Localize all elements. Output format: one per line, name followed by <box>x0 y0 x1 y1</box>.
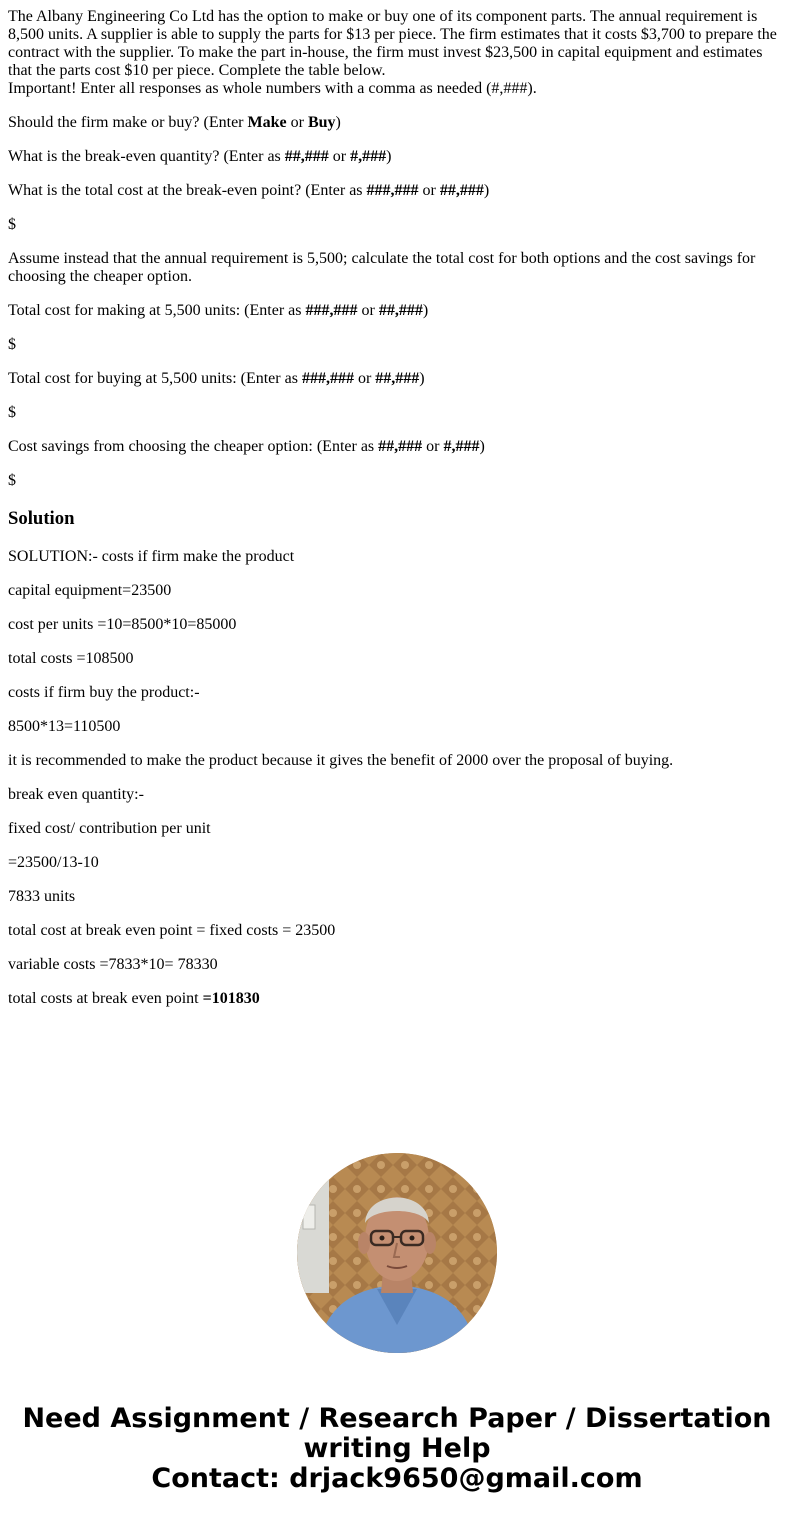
question-text: or <box>422 438 444 455</box>
format-hint: ###,### <box>366 182 419 199</box>
solution-line: capital equipment=23500 <box>8 582 172 599</box>
question-text: ) <box>419 370 425 387</box>
footer-line: Need Assignment / Research Paper / Dissertation <box>22 1403 772 1434</box>
question-text: ) <box>335 114 341 131</box>
footer-contact-email: Contact: drjack9650@gmail.com <box>151 1463 643 1494</box>
option-buy: Buy <box>307 114 336 131</box>
savings-question <box>8 438 786 456</box>
buy-cost-question <box>8 370 786 388</box>
solution-line: total cost at break even point = fixed costs = 23500 <box>8 922 336 939</box>
solution-line: break even quantity:- <box>8 786 144 803</box>
question-text: ) <box>386 148 392 165</box>
solution-final-line <box>8 990 786 1008</box>
intro-important-note: Important! Enter all responses as whole numbers with a comma as needed (#,###). <box>8 80 537 97</box>
question-text: Should the firm make or buy? (Enter <box>8 114 248 131</box>
solution-line: 7833 units <box>8 888 76 905</box>
question-text: What is the total cost at the break-even point? (Enter as <box>8 182 367 199</box>
tutor-avatar <box>297 1153 497 1353</box>
solution-line: fixed cost/ contribution per unit <box>8 820 211 837</box>
tutor-portrait-image <box>297 1153 497 1353</box>
format-hint: ##,### <box>284 148 329 165</box>
total-cost-break-even-value: =101830 <box>202 990 260 1007</box>
make-or-buy-question <box>8 114 786 132</box>
break-even-cost-question <box>8 182 786 200</box>
question-text: ) <box>479 438 485 455</box>
solution-line: cost per units =10=8500*10=85000 <box>8 616 237 633</box>
savings-currency: $ <box>8 472 16 489</box>
buy-cost-currency: $ <box>8 404 16 421</box>
format-hint: ###,### <box>305 302 358 319</box>
solution-line: total costs =108500 <box>8 650 134 667</box>
format-hint: ##,### <box>375 370 420 387</box>
document <box>8 8 786 1008</box>
question-text: or <box>328 148 351 165</box>
question-text: Total cost for buying at 5,500 units: (Enter as <box>8 370 302 387</box>
question-text: or <box>357 302 379 319</box>
make-cost-currency: $ <box>8 336 16 353</box>
format-hint: ###,### <box>301 370 354 387</box>
footer-line: writing Help <box>303 1433 491 1464</box>
question-text: or <box>418 182 440 199</box>
assume-requirement-text: Assume instead that the annual requirement is 5,500; calculate the total cost for both options and the cost savings for choosing the cheaper option. <box>8 250 756 285</box>
footer-contact-banner <box>0 1404 794 1494</box>
question-text: Cost savings from choosing the cheaper option: (Enter as <box>8 438 379 455</box>
solution-line: 8500*13=110500 <box>8 718 121 735</box>
question-text: or <box>353 370 376 387</box>
question-text: ) <box>483 182 490 199</box>
solution-line: SOLUTION:- costs if firm make the product <box>8 548 295 565</box>
break-even-cost-currency: $ <box>8 216 16 233</box>
solution-line: costs if firm buy the product:- <box>8 684 200 701</box>
format-hint: ##,### <box>378 438 423 455</box>
format-hint: #,### <box>443 438 480 455</box>
format-hint: ##,### <box>378 302 423 319</box>
make-cost-question <box>8 302 786 320</box>
format-hint: #,### <box>350 148 387 165</box>
solution-line: =23500/13-10 <box>8 854 99 871</box>
break-even-quantity-question <box>8 148 786 166</box>
solution-heading: Solution <box>8 508 75 529</box>
question-text: What is the break-even quantity? (Enter as <box>8 148 285 165</box>
question-intro <box>8 8 786 98</box>
intro-problem-text: The Albany Engineering Co Ltd has the option to make or buy one of its component parts. The annual requirement is 8,500 units. A supplier is able to supply the parts for $13 per piece. The firm estimates that it costs $3,700 to prepare the contract with the supplier. To make the part in-house, the firm must invest $23,500 in capital equipment and estimates that the parts cost $10 per piece. Complete the table below. <box>8 8 777 79</box>
question-text: ) <box>422 302 429 319</box>
question-text: Total cost for making at 5,500 units: (Enter as <box>8 302 306 319</box>
format-hint: ##,### <box>439 182 484 199</box>
option-make: Make <box>247 114 287 131</box>
solution-line: variable costs =7833*10= 78330 <box>8 956 218 973</box>
solution-line: it is recommended to make the product because it gives the benefit of 2000 over the proposal of buying. <box>8 752 674 769</box>
solution-text: total costs at break even point <box>8 990 203 1007</box>
question-text: or <box>286 114 308 131</box>
